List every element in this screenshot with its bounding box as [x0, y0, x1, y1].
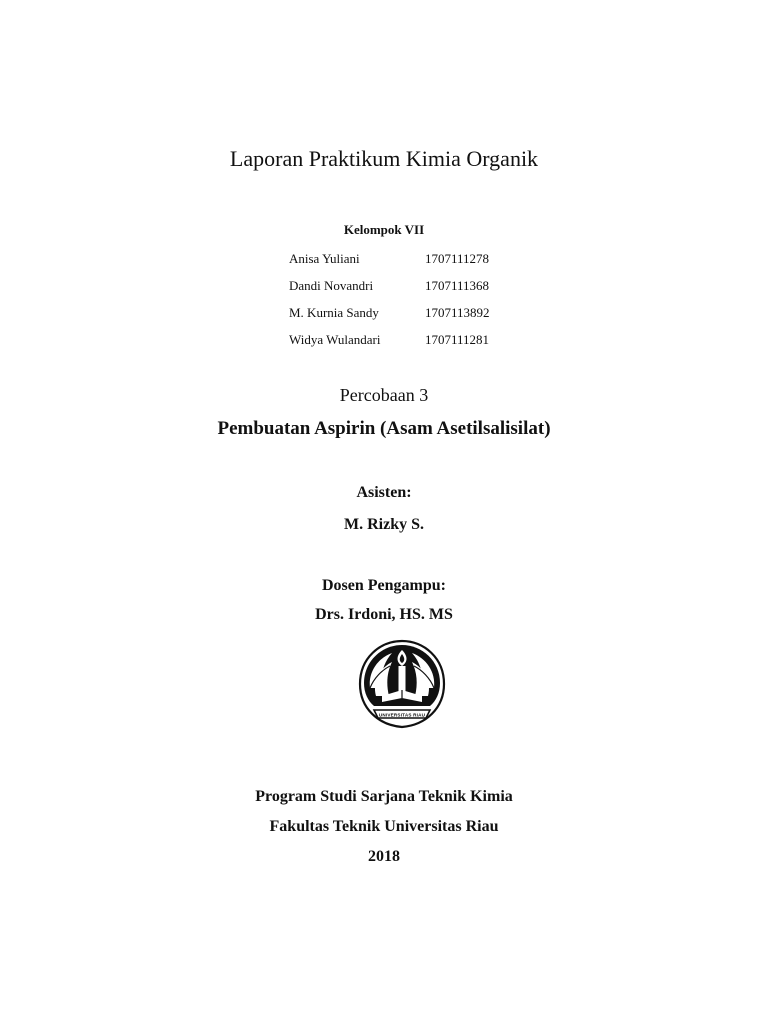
lecturer-name: Drs. Irdoni, HS. MS: [315, 606, 453, 623]
lecturer-label: Dosen Pengampu:: [321, 577, 446, 594]
member-row: [289, 245, 490, 272]
member-name: Dandi Novandri: [289, 277, 374, 293]
member-id: 1707111278: [425, 250, 490, 266]
member-row: [289, 272, 490, 299]
assistant-label: Asisten:: [356, 484, 412, 501]
member-table: [289, 245, 490, 353]
member-name: Anisa Yuliani: [289, 250, 360, 266]
report-title: Laporan Praktikum Kimia Organik: [229, 146, 539, 171]
member-id: 1707111368: [425, 277, 490, 293]
member-name: Widya Wulandari: [289, 331, 381, 347]
member-name: M. Kurnia Sandy: [289, 304, 379, 320]
faculty-name: Fakultas Teknik Universitas Riau: [269, 818, 499, 835]
member-id: 1707111281: [425, 331, 490, 347]
experiment-label: Percobaan 3: [339, 385, 429, 405]
member-row: [289, 326, 490, 353]
program-name: Program Studi Sarjana Teknik Kimia: [255, 788, 513, 805]
seal-text: UNIVERSITAS RIAU: [378, 712, 426, 718]
report-year: 2018: [368, 848, 400, 865]
university-seal-icon: [356, 638, 448, 730]
assistant-name: M. Rizky S.: [344, 516, 424, 533]
member-id: 1707113892: [425, 304, 490, 320]
member-row: [289, 299, 490, 326]
group-label: Kelompok VII: [343, 222, 425, 237]
experiment-title: Pembuatan Aspirin (Asam Asetilsalisilat): [217, 418, 551, 439]
